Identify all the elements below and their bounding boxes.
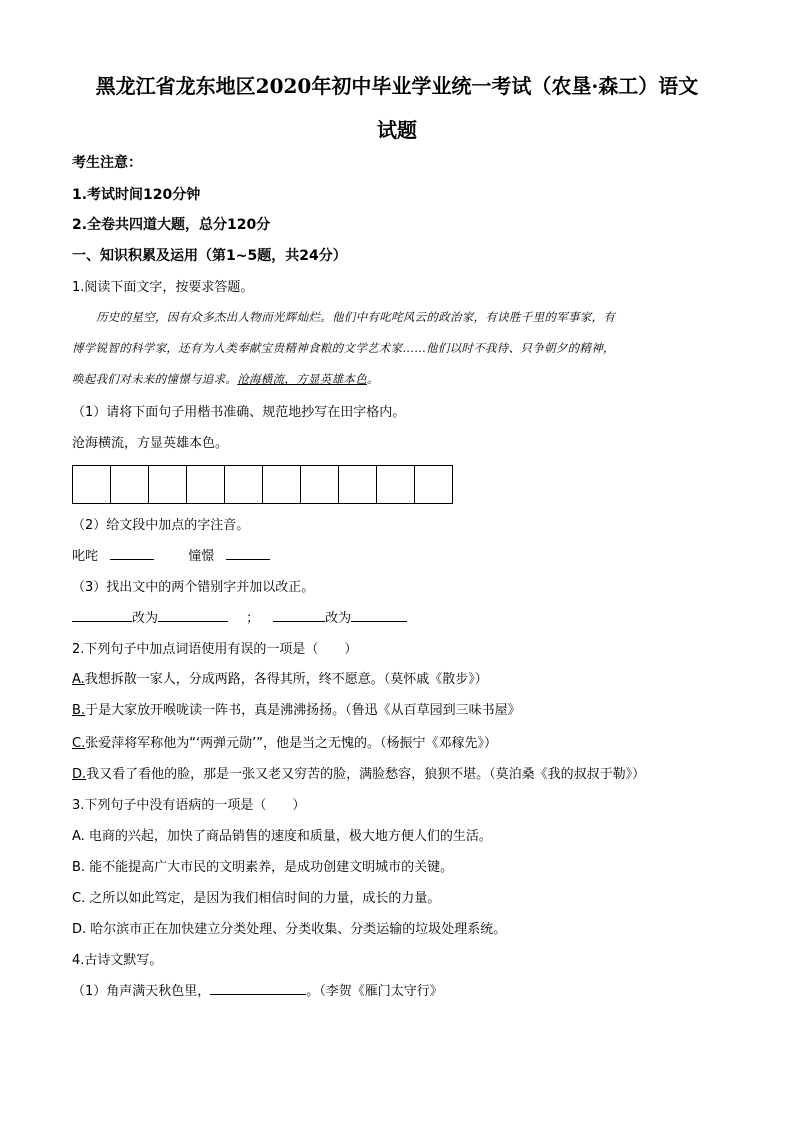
change-label-2: 改为 bbox=[325, 611, 352, 626]
q4-sub1-end: 。（李贺《雁门太守行》 bbox=[306, 984, 443, 999]
option-text: 于是大家放开喉咙读一阵书，真是沸沸扬扬。（鲁迅《从百草园到三味书屋》 bbox=[85, 703, 521, 718]
typo-blank-1[interactable] bbox=[72, 609, 132, 622]
q3-option-c[interactable]: C. 之所以如此笃定，是因为我们相信时间的力量，成长的力量。 bbox=[72, 891, 441, 906]
grid-cell[interactable] bbox=[224, 465, 263, 504]
pinyin-blank-1[interactable] bbox=[110, 547, 154, 560]
change-label-1: 改为 bbox=[132, 611, 159, 626]
poem-blank-1[interactable] bbox=[210, 982, 306, 995]
passage-underlined-sentence: 沧海横流，方显英雄本色 bbox=[237, 372, 368, 386]
q2-option-c[interactable] bbox=[72, 732, 497, 751]
pinyin-blank-2[interactable] bbox=[226, 547, 270, 560]
tianzige-grid[interactable] bbox=[72, 465, 453, 504]
grid-cell[interactable] bbox=[262, 465, 301, 504]
q2-option-a[interactable] bbox=[72, 668, 488, 687]
q1-sub2-answers bbox=[72, 545, 270, 564]
passage-line-2: 博学锐智的科学家，还有为人类奉献宝贵精神食粮的文学艺术家……他们以时不我待、只争朝夕的精神， bbox=[72, 341, 615, 355]
passage-line-3 bbox=[72, 364, 722, 395]
passage-line-1: 历史的星空，因有众多杰出人物而光辉灿烂。他们中有叱咤风云的政治家，有诀胜千里的军事家，有 bbox=[96, 310, 616, 324]
exam-title-line2: 试题 bbox=[377, 118, 417, 142]
notice-heading: 考生注意： bbox=[72, 155, 142, 171]
notice-item-1: 1.考试时间120分钟 bbox=[72, 187, 201, 203]
section-1-heading: 一、知识积累及运用（第1~5题，共24分） bbox=[72, 248, 347, 264]
q4-sub1-start: （1）角声满天秋色里， bbox=[72, 984, 211, 999]
option-label: B. bbox=[72, 703, 86, 718]
q2-option-b[interactable] bbox=[72, 699, 521, 718]
correction-blank-2[interactable] bbox=[351, 609, 407, 622]
q4-prompt: 4.古诗文默写。 bbox=[72, 953, 163, 968]
grid-cell[interactable] bbox=[186, 465, 225, 504]
typo-blank-2[interactable] bbox=[273, 609, 325, 622]
q1-sub1: （1）请将下面句子用楷书准确、规范地抄写在田字格内。 bbox=[72, 405, 406, 420]
passage-line-3-text: 唤起我们对未来的憧憬与追求。 bbox=[72, 372, 238, 386]
grid-cell[interactable] bbox=[376, 465, 415, 504]
option-label: C. bbox=[72, 736, 86, 751]
q4-sub1 bbox=[72, 980, 443, 999]
sub2-word-2: 憧憬 bbox=[188, 549, 215, 564]
q3-option-b[interactable]: B. 能不能提高广大市民的文明素养，是成功创建文明城市的关键。 bbox=[72, 860, 454, 875]
q2-prompt: 2.下列句子中加点词语使用有误的一项是（ ） bbox=[72, 642, 358, 657]
grid-cell[interactable] bbox=[414, 465, 453, 504]
q1-sub2: （2）给文段中加点的字注音。 bbox=[72, 518, 250, 533]
option-text: 我又看了看他的脸，那是一张又老又穷苦的脸，满脸愁容，狼狈不堪。（莫泊桑《我的叔叔于勒》） bbox=[86, 767, 646, 782]
correction-blank-1[interactable] bbox=[158, 609, 228, 622]
passage-line-3-end: 。 bbox=[367, 372, 379, 386]
grid-cell[interactable] bbox=[110, 465, 149, 504]
exam-title-line1: 黑龙江省龙东地区2020年初中毕业学业统一考试（农垦·森工）语文 bbox=[95, 74, 699, 98]
option-text: 我想拆散一家人，分成两路，各得其所，终不愿意。（莫怀戚《散步》） bbox=[84, 672, 488, 687]
q2-option-d[interactable] bbox=[72, 763, 645, 782]
option-label: D. bbox=[72, 767, 87, 782]
q1-sub3-answers bbox=[72, 607, 407, 626]
option-label: A. bbox=[72, 672, 85, 687]
q1-sub3: （3）找出文中的两个错别字并加以改正。 bbox=[72, 580, 315, 595]
notice-item-2: 2.全卷共四道大题，总分120分 bbox=[72, 217, 271, 233]
grid-cell[interactable] bbox=[72, 465, 111, 504]
q1-prompt: 1.阅读下面文字，按要求答题。 bbox=[72, 280, 254, 295]
q3-option-d[interactable]: D. 哈尔滨市正在加快建立分类处理、分类收集、分类运输的垃圾处理系统。 bbox=[72, 922, 507, 937]
grid-cell[interactable] bbox=[300, 465, 339, 504]
q1-passage bbox=[72, 302, 722, 395]
q3-option-a[interactable]: A. 电商的兴起，加快了商品销售的速度和质量，极大地方便人们的生活。 bbox=[72, 829, 492, 844]
q1-sub1-text: 沧海横流，方显英雄本色。 bbox=[72, 436, 229, 451]
grid-cell[interactable] bbox=[148, 465, 187, 504]
separator: ； bbox=[246, 611, 260, 626]
grid-cell[interactable] bbox=[338, 465, 377, 504]
sub2-word-1: 叱咤 bbox=[72, 549, 99, 564]
q3-prompt: 3.下列句子中没有语病的一项是（ ） bbox=[72, 798, 306, 813]
option-text: 张爱萍将军称他为“‘两弹元勋’”，他是当之无愧的。（杨振宁《邓稼先》） bbox=[85, 736, 497, 751]
